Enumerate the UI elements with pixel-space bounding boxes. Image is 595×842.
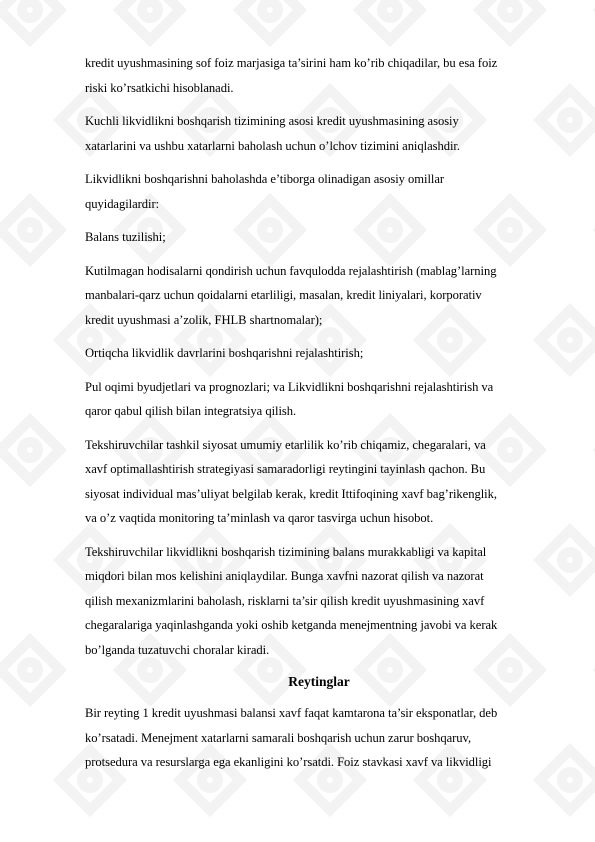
- text-line: Kutilmagan hodisalarni qondirish uchun favqulodda rejalashtirish (mablag’larning: [85, 263, 497, 278]
- document-page: [85, 51, 553, 784]
- watermark-diamond: [0, 0, 60, 40]
- text-line: riski ko’rsatkichi hisoblanadi.: [85, 80, 234, 95]
- text-line: Pul oqimi byudjetlari va prognozlari; va Likvidlikni boshqarishni rejalashtirish va: [85, 379, 494, 394]
- paragraph: [85, 701, 553, 775]
- text-line: chegaralariga yaqinlashganda yoki oshib ketganda menejmentning javobi va kerak: [85, 618, 498, 632]
- watermark-dot: [262, 2, 278, 18]
- text-line: protsedura va resurslarga ega ekanligini ko’rsatdi. Foiz stavkasi xavf va likvidligi: [85, 755, 492, 769]
- text-line: siyosat individual mas’uliyat belgilab kerak, kredit Ittifoqining xavf bag’rikenglik,: [85, 486, 497, 501]
- watermark-diamond: [0, 640, 60, 700]
- paragraph: [85, 225, 553, 250]
- text-line: va o’z vaqtida monitoring ta’minlash va qaror tasvirga uchun hisobot.: [85, 511, 434, 525]
- text-line: xavf optimallashtirish strategiyasi samaradorligi reytingini tayinlash qachon. Bu: [85, 462, 486, 476]
- paragraph: [85, 540, 553, 663]
- watermark-dot: [562, 552, 578, 568]
- watermark-diamond: [0, 420, 60, 480]
- paragraph: [85, 341, 553, 366]
- text-line: qilish mexanizmlarini baholash, risklarni ta’sir qilish kredit uyushmasining xavf: [85, 593, 485, 608]
- watermark-diamond: [480, 0, 540, 40]
- text-line: quyidagilardir:: [85, 196, 160, 211]
- section-heading: [85, 671, 553, 693]
- text-line: miqdori bilan mos kelishini aniqlaydilar. Bunga xavfni nazorat qilish va nazorat: [85, 569, 484, 583]
- paragraph: [85, 375, 553, 424]
- watermark-diamond: [120, 0, 180, 40]
- paragraph: [85, 167, 553, 216]
- text-line: ko’rsatadi. Menejment xatarlarni samarali boshqarish uchun zarur boshqaruv,: [85, 730, 472, 745]
- watermark-dot: [562, 772, 578, 788]
- text-line: Reytinglar: [288, 674, 350, 689]
- watermark-dot: [562, 332, 578, 348]
- text-line: manbalari-qarz uchun qoidalarni etarliligi, masalan, kredit liniyalari, korporativ: [85, 288, 482, 302]
- watermark-dot: [22, 222, 38, 238]
- text-line: Kuchli likvidlikni boshqarish tizimining asosi kredit uyushmasining asosiy: [85, 114, 459, 128]
- watermark-dot: [22, 442, 38, 458]
- text-line: Bir reyting 1 kredit uyushmasi balansi xavf faqat kamtarona ta’sir eksponatlar, deb: [85, 706, 498, 720]
- watermark-diamond: [0, 200, 60, 260]
- text-line: Tekshiruvchilar likvidlikni boshqarish tizimining balans murakkabligi va kapital: [85, 544, 487, 559]
- paragraph: [85, 109, 553, 158]
- text-line: bo’lganda tuzatuvchi choralar kiradi.: [85, 642, 270, 657]
- text-line: qaror qabul qilish bilan integratsiya qilish.: [85, 404, 297, 418]
- paragraph: [85, 259, 553, 333]
- text-line: Ortiqcha likvidlik davrlarini boshqarishni rejalashtirish;: [85, 346, 364, 360]
- paragraph: [85, 51, 553, 100]
- watermark-dot: [22, 2, 38, 18]
- watermark-dot: [562, 112, 578, 128]
- watermark-diamond: [360, 0, 420, 40]
- watermark-dot: [502, 2, 518, 18]
- text-line: Balans tuzilishi;: [85, 230, 166, 244]
- watermark-dot: [142, 2, 158, 18]
- text-line: Likvidlikni boshqarishni baholashda e’tiborga olinadigan asosiy omillar: [85, 172, 445, 186]
- watermark-diamond: [240, 0, 300, 40]
- text-line: kredit uyushmasi a’zolik, FHLB shartnomalar);: [85, 312, 323, 327]
- text-line: kredit uyushmasining sof foiz marjasiga ta’sirini ham ko’rib chiqadilar, bu esa foiz: [85, 56, 498, 70]
- paragraph: [85, 433, 553, 531]
- text-line: Tekshiruvchilar tashkil siyosat umumiy etarlilik ko’rib chiqamiz, chegaralari, va: [85, 437, 486, 452]
- text-line: xatarlarini va ushbu xatarlarni baholash uchun o’lchov tizimini aniqlashdir.: [85, 138, 460, 153]
- watermark-dot: [382, 2, 398, 18]
- watermark-dot: [22, 662, 38, 678]
